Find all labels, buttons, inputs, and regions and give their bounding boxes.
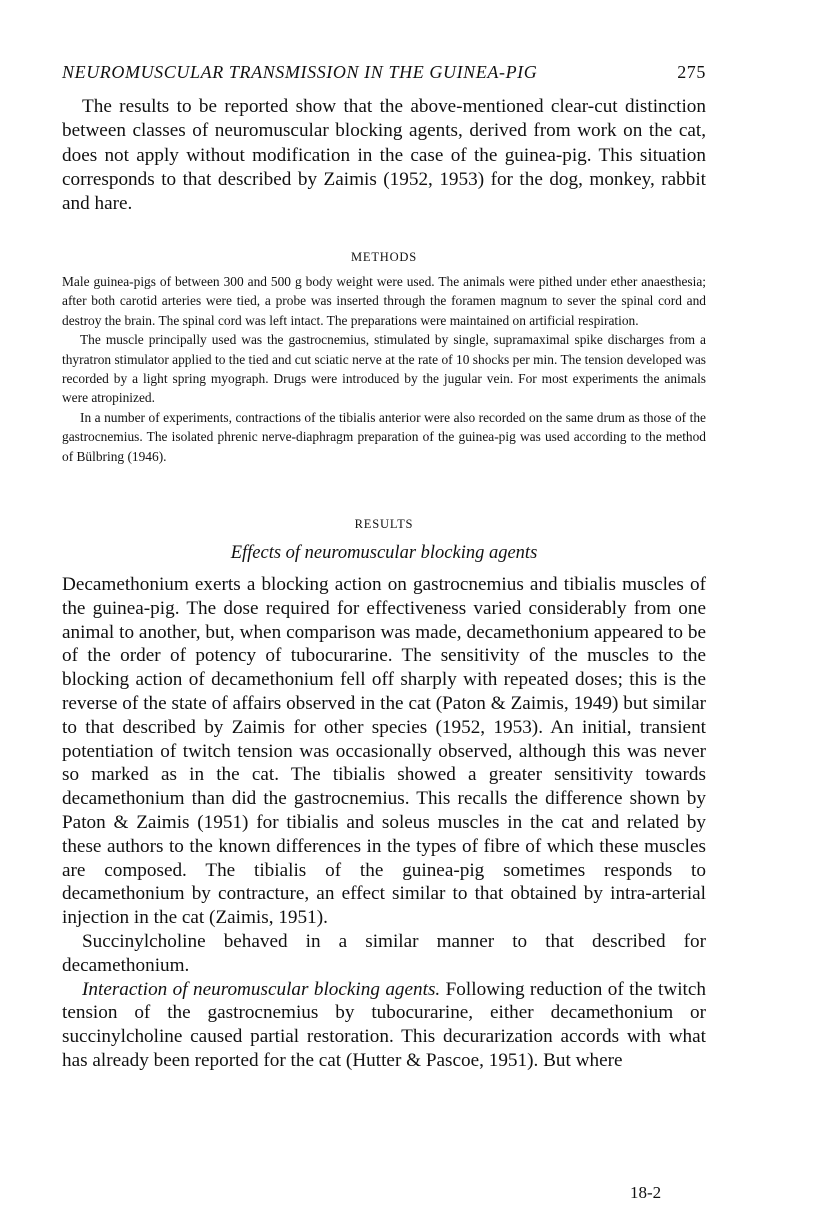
results-subheading: Effects of neuromuscular blocking agents [230,543,538,563]
methods-paragraph: Male guinea-pigs of between 300 and 500 g body weight were used. The animals were pithed under ether anaesthesia; after both carotid arteries were tied, a probe was inserted through the foramen magnum to sever the spinal cord and destroy the brain. The spinal cord was left intact. The preparations were maintained on artificial respiration. [62,274,706,328]
methods-paragraph: In a number of experiments, contractions of the tibialis anterior were also recorded on the same drum as those of the gastrocnemius. The isolated phrenic nerve-diaphragm preparation of the guinea-pig was used according to the method of Bülbring (1946). [62,409,706,464]
results-section [62,573,706,1073]
interaction-text: Following reduction of the twitch tension of the gastrocnemius by tubocurarine, either decamethonium or succinylcholine caused partial restoration. This decurarization accords with what has already been reported for the cat (Hutter & Pascoe, 1951). But where [62,978,706,1071]
interaction-lead: Interaction of neuromuscular blocking agents. [82,978,441,1000]
results-paragraph: Succinylcholine behaved in a similar manner to that described for decamethonium. [62,930,706,976]
intro-section [62,95,706,216]
running-header [62,62,706,83]
methods-section [62,272,706,466]
page-number: 275 [677,62,706,82]
results-heading: RESULTS [354,517,414,531]
interaction-paragraph [62,978,706,1073]
results-paragraph: Decamethonium exerts a blocking action on gastrocnemius and tibialis muscles of the guinea-pig. The dose required for effectiveness varied considerably from one animal to another, but, when comparison was made, decamethonium appeared to be of the order of potency of tubocurarine. The sensitivity of the muscles to the blocking action of decamethonium fell off sharply with repeated doses; this is the reverse of the state of affairs observed in the cat (Paton & Zaimis, 1949) but similar to that described by Zaimis for other species (1952, 1953). An initial, transient potentiation of twitch tension was occasionally observed, although this was never so marked as in the cat. The tibialis showed a greater sensitivity towards decamethonium than did the gastrocnemius. This recalls the difference shown by Paton & Zaimis (1951) for tibialis and soleus muscles in the cat and related by these authors to the known differences in the types of fibre of which these muscles are composed. The tibialis of the guinea-pig sometimes responds to decamethonium by contracture, an effect similar to that obtained by intra-arterial injection in the cat (Zaimis, 1951). [62,574,706,929]
intro-paragraph: The results to be reported show that the above-mentioned clear-cut distinction between classes of neuromuscular blocking agents, derived from work on the cat, does not apply without modification in the case of the guinea-pig. This situation corresponds to that described by Zaimis (1952, 1953) for the dog, monkey, rabbit and hare. [62,96,706,215]
running-title: NEUROMUSCULAR TRANSMISSION IN THE GUINEA-PIG [62,62,538,82]
methods-paragraph: The muscle principally used was the gastrocnemius, stimulated by single, supramaximal spike discharges from a thyratron stimulator applied to the tied and cut sciatic nerve at the rate of 10 shocks per min. The tension developed was recorded by a light spring myograph. Drugs were introduced by the jugular vein. For most experiments the animals were atropinized. [62,332,706,406]
signature-mark: 18-2 [630,1183,662,1202]
methods-heading: METHODS [350,250,418,264]
